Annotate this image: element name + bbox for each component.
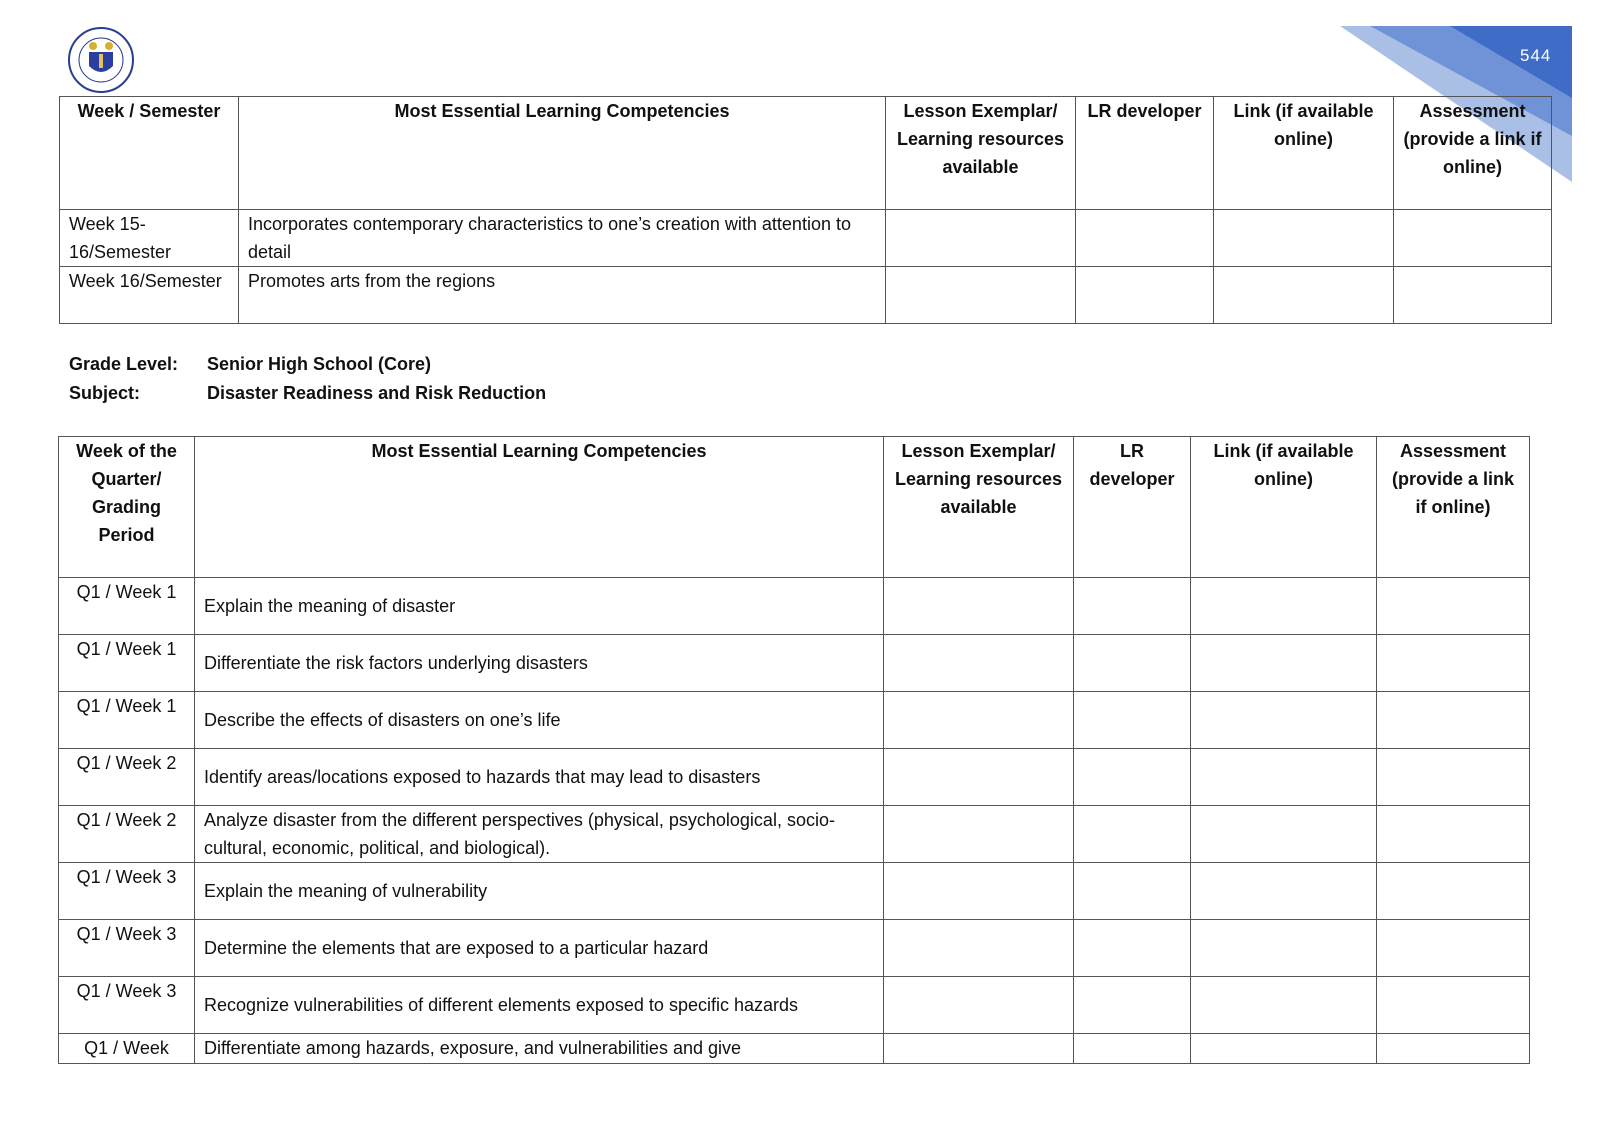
assessment-cell xyxy=(1377,863,1530,920)
table-row xyxy=(59,977,1530,1034)
week-cell: Q1 / Week 1 xyxy=(59,578,195,635)
competency-cell: Recognize vulnerabilities of different elements exposed to specific hazards xyxy=(195,977,884,1034)
assessment-cell xyxy=(1377,749,1530,806)
week-cell: Week 16/Semester xyxy=(60,267,239,324)
lesson-cell xyxy=(884,863,1074,920)
lesson-cell xyxy=(884,977,1074,1034)
developer-cell xyxy=(1074,635,1191,692)
header-lesson-exemplar: Lesson Exemplar/ Learning resources available xyxy=(886,97,1076,210)
lesson-cell xyxy=(884,749,1074,806)
page-number: 544 xyxy=(1520,46,1552,65)
lesson-cell xyxy=(884,1034,1074,1064)
link-cell xyxy=(1191,863,1377,920)
course-meta xyxy=(69,350,546,408)
competency-cell: Analyze disaster from the different perspectives (physical, psychological, socio-cultural, economic, political, and biological). xyxy=(195,806,884,863)
competency-cell: Describe the effects of disasters on one’s life xyxy=(195,692,884,749)
developer-cell xyxy=(1074,977,1191,1034)
grade-level-value: Senior High School (Core) xyxy=(207,354,432,374)
link-cell xyxy=(1191,806,1377,863)
link-cell xyxy=(1191,920,1377,977)
header-lesson-exemplar: Lesson Exemplar/ Learning resources available xyxy=(884,437,1074,578)
lesson-cell xyxy=(884,920,1074,977)
competency-cell: Promotes arts from the regions xyxy=(239,267,886,324)
link-cell xyxy=(1191,977,1377,1034)
link-cell xyxy=(1191,578,1377,635)
table-row xyxy=(59,920,1530,977)
lesson-cell xyxy=(884,806,1074,863)
week-cell: Q1 / Week 1 xyxy=(59,635,195,692)
header-week: Week of the Quarter/ Grading Period xyxy=(59,437,195,578)
developer-cell xyxy=(1074,692,1191,749)
week-cell: Q1 / Week 3 xyxy=(59,863,195,920)
subject-label: Subject: xyxy=(69,383,141,403)
grade-level-label: Grade Level: xyxy=(69,354,179,374)
link-cell xyxy=(1191,635,1377,692)
table-row xyxy=(59,692,1530,749)
assessment-cell xyxy=(1377,635,1530,692)
competency-cell: Explain the meaning of vulnerability xyxy=(195,863,884,920)
table-row xyxy=(59,635,1530,692)
lesson-cell xyxy=(884,635,1074,692)
table-row xyxy=(59,806,1530,863)
header-week: Week / Semester xyxy=(60,97,239,210)
developer-cell xyxy=(1074,749,1191,806)
week-cell: Q1 / Week 1 xyxy=(59,692,195,749)
link-cell xyxy=(1191,692,1377,749)
table-row xyxy=(59,578,1530,635)
week-cell: Q1 / Week xyxy=(59,1034,195,1064)
header-lr-developer: LR developer xyxy=(1076,97,1214,210)
week-cell: Q1 / Week 2 xyxy=(59,749,195,806)
table-row xyxy=(59,1034,1530,1064)
table-row xyxy=(59,749,1530,806)
assessment-cell xyxy=(1377,977,1530,1034)
header-assessment: Assessment (provide a link if online) xyxy=(1394,97,1552,210)
developer-cell xyxy=(1074,806,1191,863)
table-row xyxy=(60,210,1552,267)
competency-table-drrr xyxy=(58,436,1530,1064)
developer-cell xyxy=(1074,863,1191,920)
week-cell: Q1 / Week 2 xyxy=(59,806,195,863)
header-assessment: Assessment (provide a link if online) xyxy=(1377,437,1530,578)
competency-cell: Incorporates contemporary characteristics to one’s creation with attention to detail xyxy=(239,210,886,267)
lesson-cell xyxy=(884,578,1074,635)
week-cell: Q1 / Week 3 xyxy=(59,920,195,977)
competency-cell: Explain the meaning of disaster xyxy=(195,578,884,635)
deped-seal-logo xyxy=(66,26,136,94)
competency-cell: Determine the elements that are exposed to a particular hazard xyxy=(195,920,884,977)
header-link: Link (if available online) xyxy=(1214,97,1394,210)
developer-cell xyxy=(1074,578,1191,635)
developer-cell xyxy=(1074,920,1191,977)
assessment-cell xyxy=(1377,578,1530,635)
competency-cell: Identify areas/locations exposed to hazards that may lead to disasters xyxy=(195,749,884,806)
link-cell xyxy=(1191,1034,1377,1064)
developer-cell xyxy=(1074,1034,1191,1064)
competency-table-arts xyxy=(59,96,1552,324)
header-lr-developer: LR developer xyxy=(1074,437,1191,578)
competency-cell: Differentiate among hazards, exposure, and vulnerabilities and give xyxy=(195,1034,884,1064)
link-cell xyxy=(1191,749,1377,806)
week-cell: Q1 / Week 3 xyxy=(59,977,195,1034)
table-row xyxy=(60,267,1552,324)
header-competencies: Most Essential Learning Competencies xyxy=(195,437,884,578)
assessment-cell xyxy=(1377,1034,1530,1064)
assessment-cell xyxy=(1377,692,1530,749)
lesson-cell xyxy=(884,692,1074,749)
assessment-cell xyxy=(1377,806,1530,863)
week-cell: Week 15-16/Semester xyxy=(60,210,239,267)
table-row xyxy=(59,863,1530,920)
assessment-cell xyxy=(1377,920,1530,977)
header-link: Link (if available online) xyxy=(1191,437,1377,578)
subject-value: Disaster Readiness and Risk Reduction xyxy=(207,383,547,403)
competency-cell: Differentiate the risk factors underlying disasters xyxy=(195,635,884,692)
header-competencies: Most Essential Learning Competencies xyxy=(239,97,886,210)
